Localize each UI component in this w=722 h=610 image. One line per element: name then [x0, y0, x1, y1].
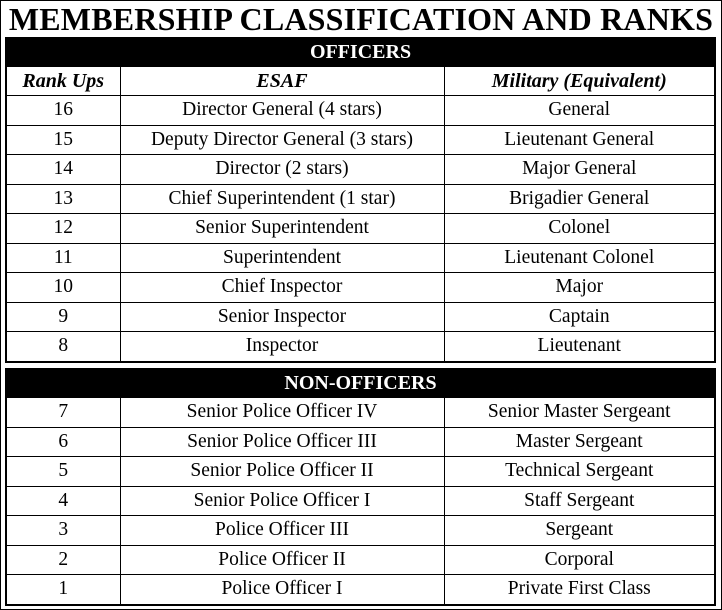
rank-cell: 14: [6, 155, 120, 185]
column-header-row: [6, 67, 715, 96]
esaf-rank-cell: Senior Inspector: [120, 302, 444, 332]
table-row: [6, 332, 715, 362]
table-row: [6, 302, 715, 332]
military-equivalent-cell: Lieutenant General: [444, 125, 715, 155]
military-equivalent-cell: Sergeant: [444, 516, 715, 546]
military-equivalent-cell: Major General: [444, 155, 715, 185]
military-equivalent-cell: Master Sergeant: [444, 427, 715, 457]
officers-heading: OFFICERS: [6, 38, 715, 67]
esaf-rank-cell: Chief Superintendent (1 star): [120, 184, 444, 214]
rank-cell: 3: [6, 516, 120, 546]
military-equivalent-cell: Lieutenant: [444, 332, 715, 362]
table-row: [6, 243, 715, 273]
non-officers-rows: [6, 398, 715, 605]
rank-cell: 4: [6, 486, 120, 516]
officers-rows: [6, 96, 715, 362]
rank-cell: 16: [6, 96, 120, 126]
military-equivalent-cell: Brigadier General: [444, 184, 715, 214]
military-equivalent-cell: Senior Master Sergeant: [444, 398, 715, 428]
military-equivalent-cell: Captain: [444, 302, 715, 332]
column-header-rank-ups: Rank Ups: [6, 67, 120, 96]
military-equivalent-cell: Colonel: [444, 214, 715, 244]
military-equivalent-cell: Staff Sergeant: [444, 486, 715, 516]
page-title: MEMBERSHIP CLASSIFICATION AND RANKS: [8, 1, 714, 37]
esaf-rank-cell: Senior Superintendent: [120, 214, 444, 244]
rank-cell: 2: [6, 545, 120, 575]
officers-section-header: [6, 38, 715, 67]
rank-cell: 15: [6, 125, 120, 155]
rank-cell: 7: [6, 398, 120, 428]
rank-cell: 8: [6, 332, 120, 362]
table-row: [6, 457, 715, 487]
esaf-rank-cell: Police Officer II: [120, 545, 444, 575]
esaf-rank-cell: Director (2 stars): [120, 155, 444, 185]
table-row: [6, 427, 715, 457]
rank-cell: 10: [6, 273, 120, 303]
rank-cell: 6: [6, 427, 120, 457]
table-row: [6, 273, 715, 303]
esaf-rank-cell: Senior Police Officer II: [120, 457, 444, 487]
table-row: [6, 184, 715, 214]
military-equivalent-cell: Corporal: [444, 545, 715, 575]
esaf-rank-cell: Chief Inspector: [120, 273, 444, 303]
esaf-rank-cell: Superintendent: [120, 243, 444, 273]
table-row: [6, 155, 715, 185]
rank-cell: 5: [6, 457, 120, 487]
military-equivalent-cell: General: [444, 96, 715, 126]
table-row: [6, 96, 715, 126]
table-row: [6, 398, 715, 428]
military-equivalent-cell: Lieutenant Colonel: [444, 243, 715, 273]
column-header-esaf: ESAF: [120, 67, 444, 96]
rank-cell: 1: [6, 575, 120, 605]
esaf-rank-cell: Senior Police Officer I: [120, 486, 444, 516]
military-equivalent-cell: Private First Class: [444, 575, 715, 605]
table-row: [6, 125, 715, 155]
table-row: [6, 575, 715, 605]
esaf-rank-cell: Police Officer I: [120, 575, 444, 605]
military-equivalent-cell: Major: [444, 273, 715, 303]
esaf-rank-cell: Deputy Director General (3 stars): [120, 125, 444, 155]
non-officers-table: [5, 368, 716, 606]
officers-table: [5, 37, 716, 363]
rank-cell: 9: [6, 302, 120, 332]
table-row: [6, 214, 715, 244]
table-row: [6, 516, 715, 546]
column-header-military: Military (Equivalent): [444, 67, 715, 96]
non-officers-section-header: [6, 369, 715, 398]
rank-cell: 13: [6, 184, 120, 214]
rank-cell: 11: [6, 243, 120, 273]
military-equivalent-cell: Technical Sergeant: [444, 457, 715, 487]
esaf-rank-cell: Senior Police Officer III: [120, 427, 444, 457]
esaf-rank-cell: Inspector: [120, 332, 444, 362]
table-row: [6, 486, 715, 516]
non-officers-heading: NON-OFFICERS: [6, 369, 715, 398]
table-row: [6, 545, 715, 575]
rank-cell: 12: [6, 214, 120, 244]
esaf-rank-cell: Senior Police Officer IV: [120, 398, 444, 428]
esaf-rank-cell: Director General (4 stars): [120, 96, 444, 126]
esaf-rank-cell: Police Officer III: [120, 516, 444, 546]
